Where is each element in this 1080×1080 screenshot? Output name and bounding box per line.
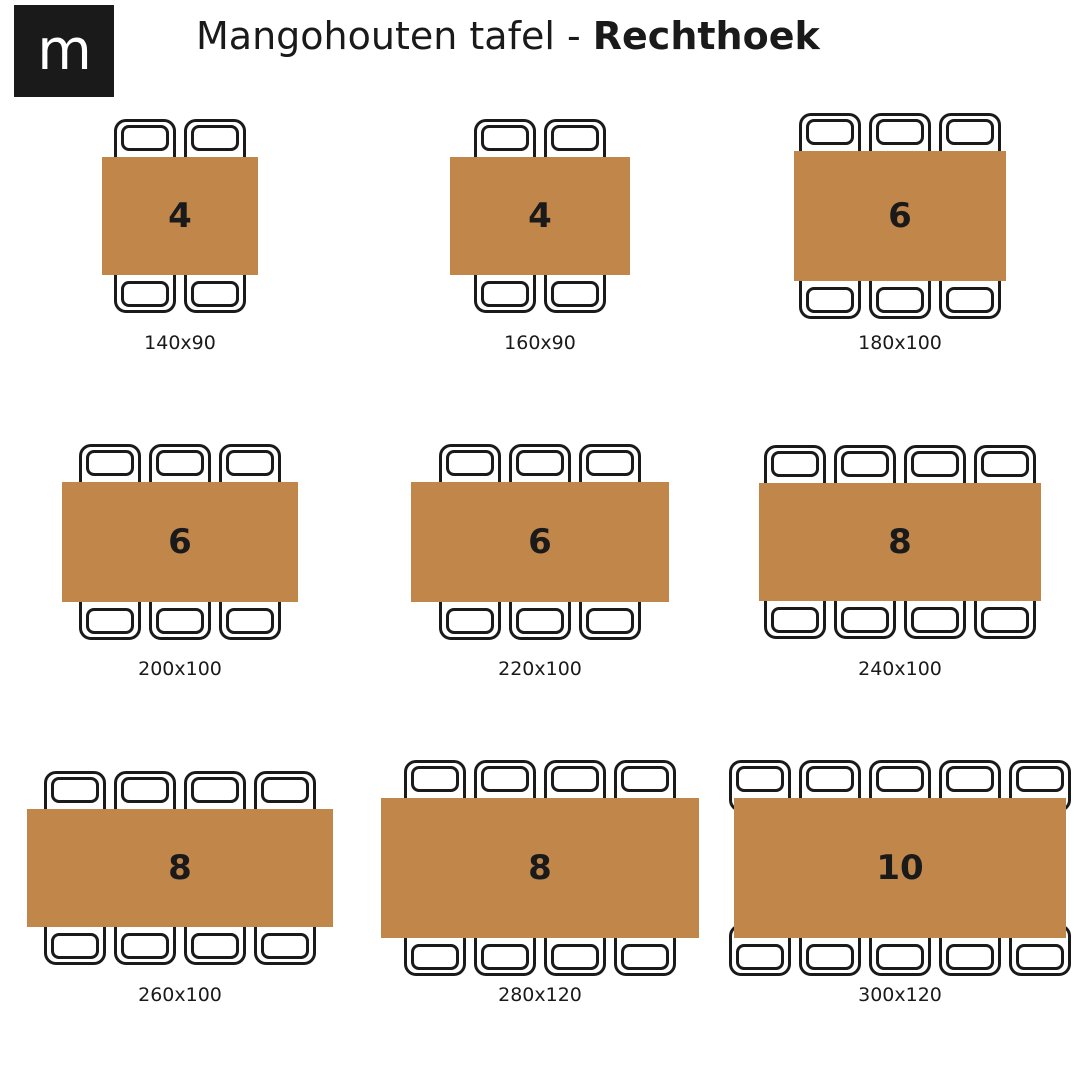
table-surface: [102, 157, 258, 275]
header: [0, 0, 1080, 100]
chair-back: [481, 766, 529, 792]
table-surface: [27, 809, 333, 927]
chair-back: [191, 281, 239, 307]
table-surface: [62, 482, 298, 602]
chair-back: [946, 287, 994, 313]
chair-back: [586, 450, 634, 476]
logo-mark-icon: m: [37, 18, 91, 83]
chair-back: [551, 766, 599, 792]
table-size-grid: [0, 100, 1080, 1080]
table-stack: [450, 119, 630, 313]
chair-back: [551, 125, 599, 151]
page-title-light: Mangohouten tafel: [196, 14, 555, 58]
chair-back: [876, 119, 924, 145]
chair-back: [446, 608, 494, 634]
table-diagram: [759, 442, 1041, 642]
chair-back: [516, 608, 564, 634]
chair-back: [191, 933, 239, 959]
chair-back: [551, 944, 599, 970]
table-size-label: 140x90: [144, 332, 216, 354]
chair-back: [911, 607, 959, 633]
table-option: [360, 752, 720, 1078]
chair-back: [86, 608, 134, 634]
seat-count-label: 6: [528, 522, 552, 562]
seat-count-label: 6: [168, 522, 192, 562]
table-size-label: 280x120: [498, 984, 582, 1006]
table-size-label: 180x100: [858, 332, 942, 354]
chair-back: [771, 607, 819, 633]
chair-back: [621, 766, 669, 792]
table-option: [0, 100, 360, 426]
table-stack: [62, 444, 298, 640]
chair-back: [841, 607, 889, 633]
chair-back: [446, 450, 494, 476]
chair-back: [226, 608, 274, 634]
chair-back: [946, 119, 994, 145]
chair-back: [736, 766, 784, 792]
table-surface: [381, 798, 699, 938]
chair-back: [191, 777, 239, 803]
table-size-label: 160x90: [504, 332, 576, 354]
chair-back: [621, 944, 669, 970]
table-option: [0, 752, 360, 1078]
table-stack: [411, 444, 669, 640]
seat-count-label: 6: [888, 196, 912, 236]
table-diagram: [411, 442, 669, 642]
chair-back: [516, 450, 564, 476]
chair-back: [191, 125, 239, 151]
table-stack: [102, 119, 258, 313]
chair-back: [981, 607, 1029, 633]
seat-count-label: 8: [888, 522, 912, 562]
table-option: [360, 100, 720, 426]
chair-back: [946, 766, 994, 792]
chair-back: [551, 281, 599, 307]
table-option: [0, 426, 360, 752]
table-diagram: [381, 768, 699, 968]
chair-back: [121, 125, 169, 151]
chair-back: [771, 451, 819, 477]
table-surface: [759, 483, 1041, 601]
table-stack: [27, 771, 333, 965]
chair-back: [876, 944, 924, 970]
seat-count-label: 4: [528, 196, 552, 236]
chair-back: [51, 777, 99, 803]
table-diagram: [102, 116, 258, 316]
chair-back: [876, 766, 924, 792]
chair-back: [1016, 944, 1064, 970]
chair-back: [481, 125, 529, 151]
chair-back: [121, 777, 169, 803]
table-option: [720, 752, 1080, 1078]
table-option: [720, 100, 1080, 426]
page-title: [196, 14, 820, 58]
chair-back: [156, 608, 204, 634]
table-size-label: 200x100: [138, 658, 222, 680]
seat-count-label: 10: [876, 848, 924, 888]
chair-back: [86, 450, 134, 476]
table-size-label: 260x100: [138, 984, 222, 1006]
chair-back: [946, 944, 994, 970]
chair-back: [911, 451, 959, 477]
table-diagram: [729, 768, 1071, 968]
table-diagram: [794, 116, 1006, 316]
chair-back: [806, 287, 854, 313]
table-diagram: [450, 116, 630, 316]
chair-back: [156, 450, 204, 476]
chair-back: [736, 944, 784, 970]
chair-back: [806, 944, 854, 970]
chair-back: [841, 451, 889, 477]
chair-back: [261, 933, 309, 959]
table-size-label: 220x100: [498, 658, 582, 680]
table-size-label: 240x100: [858, 658, 942, 680]
table-surface: [734, 798, 1066, 938]
chair-back: [586, 608, 634, 634]
chair-back: [481, 281, 529, 307]
table-stack: [729, 760, 1071, 976]
chair-back: [481, 944, 529, 970]
table-diagram: [62, 442, 298, 642]
table-size-label: 300x120: [858, 984, 942, 1006]
chair-back: [121, 933, 169, 959]
table-surface: [450, 157, 630, 275]
chair-back: [1016, 766, 1064, 792]
table-option: [360, 426, 720, 752]
page-title-separator: -: [554, 14, 593, 58]
seat-count-label: 8: [528, 848, 552, 888]
table-option: [720, 426, 1080, 752]
brand-logo: [14, 5, 114, 97]
chair-back: [51, 933, 99, 959]
chair-back: [411, 766, 459, 792]
chair-back: [806, 119, 854, 145]
chair-back: [121, 281, 169, 307]
seat-count-label: 8: [168, 848, 192, 888]
chair-back: [226, 450, 274, 476]
table-surface: [411, 482, 669, 602]
chair-back: [411, 944, 459, 970]
table-diagram: [27, 768, 333, 968]
chair-back: [806, 766, 854, 792]
table-stack: [759, 445, 1041, 639]
table-stack: [381, 760, 699, 976]
table-surface: [794, 151, 1006, 281]
chair-back: [981, 451, 1029, 477]
page-title-bold: Rechthoek: [592, 14, 820, 58]
table-stack: [794, 113, 1006, 319]
seat-count-label: 4: [168, 196, 192, 236]
chair-back: [876, 287, 924, 313]
chair-back: [261, 777, 309, 803]
